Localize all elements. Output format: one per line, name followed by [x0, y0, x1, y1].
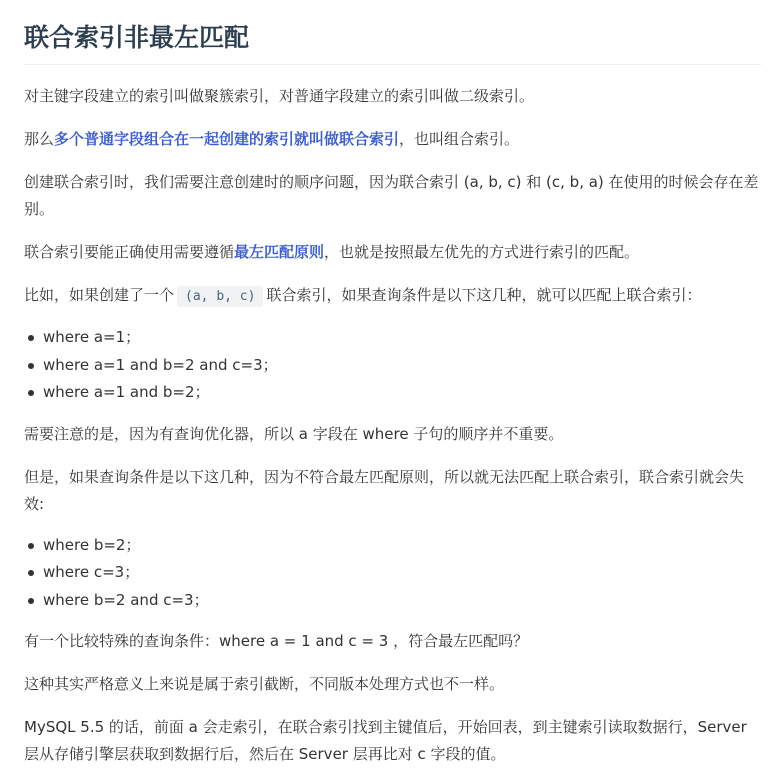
matching-conditions-list [24, 324, 761, 407]
paragraph-mysql55: MySQL 5.5 的话，前面 a 会走索引，在联合索引找到主键值后，开始回表，到主键索引读取数据行，Server 层从存储引擎层获取到数据行后，然后在 Server 层再比对 c 字段的值。 [24, 718, 747, 763]
paragraph-example-intro [24, 282, 761, 310]
bullet-icon [28, 570, 34, 576]
page-title: 联合索引非最左匹配 [24, 0, 761, 65]
paragraph-creation-order: 创建联合索引时，我们需要注意创建时的顺序问题，因为联合索引 (a, b, c) 和 (c, b, a) 在使用的时候会存在差别。 [24, 173, 759, 218]
text: ，也就是按照最左优先的方式进行索引的匹配。 [324, 243, 640, 261]
paragraph-clustered-index: 对主键字段建立的索引叫做聚簇索引，对普通字段建立的索引叫做二级索引。 [24, 87, 535, 105]
list-item-text: where a=1 and b=2 and c=3； [43, 355, 278, 374]
inline-code: (a, b, c) [177, 286, 263, 307]
text: 联合索引，如果查询条件是以下这几种，就可以匹配上联合索引： [266, 286, 702, 304]
list-item-text: where a=1； [43, 328, 141, 346]
text: 比如，如果创建了一个 [24, 286, 175, 304]
paragraph-composite-index-definition [24, 126, 761, 153]
bullet-icon [28, 598, 34, 604]
list-item-text: where b=2 and c=3； [43, 590, 209, 609]
list-item [24, 559, 761, 587]
text: ，也叫组合索引。 [399, 130, 520, 148]
list-item [24, 352, 761, 380]
paragraph-leftmost-rule [24, 239, 761, 266]
paragraph-special-condition: 有一个比较特殊的查询条件：where a = 1 and c = 3 ，符合最左匹配吗？ [24, 632, 529, 650]
list-item [24, 324, 761, 352]
list-item-text: where b=2； [43, 535, 141, 554]
list-item [24, 587, 761, 615]
list-item [24, 532, 761, 560]
paragraph-invalid-conditions: 但是，如果查询条件是以下这几种，因为不符合最左匹配原则，所以就无法匹配上联合索引，联合索引就会失效: [24, 467, 745, 513]
paragraph-optimizer-note: 需要注意的是，因为有查询优化器，所以 a 字段在 where 子句的顺序并不重要。 [24, 424, 564, 443]
bullet-icon [28, 543, 34, 549]
non-matching-conditions-list [24, 532, 761, 615]
text: 那么 [24, 130, 55, 148]
list-item-text: where a=1 and b=2； [43, 383, 210, 401]
list-item-text: where c=3； [43, 563, 140, 581]
list-item [24, 379, 761, 407]
text: 联合索引要能正确使用需要遵循 [24, 243, 235, 261]
paragraph-index-truncation: 这种其实严格意义上来说是属于索引截断，不同版本处理方式也不一样。 [24, 675, 505, 693]
bullet-icon [28, 335, 34, 341]
bullet-icon [28, 390, 34, 396]
bullet-icon [28, 363, 34, 369]
emphasis-leftmost-rule: 最左匹配原则 [234, 243, 325, 261]
emphasis-composite-index: 多个普通字段组合在一起创建的索引就叫做联合索引 [54, 130, 400, 148]
